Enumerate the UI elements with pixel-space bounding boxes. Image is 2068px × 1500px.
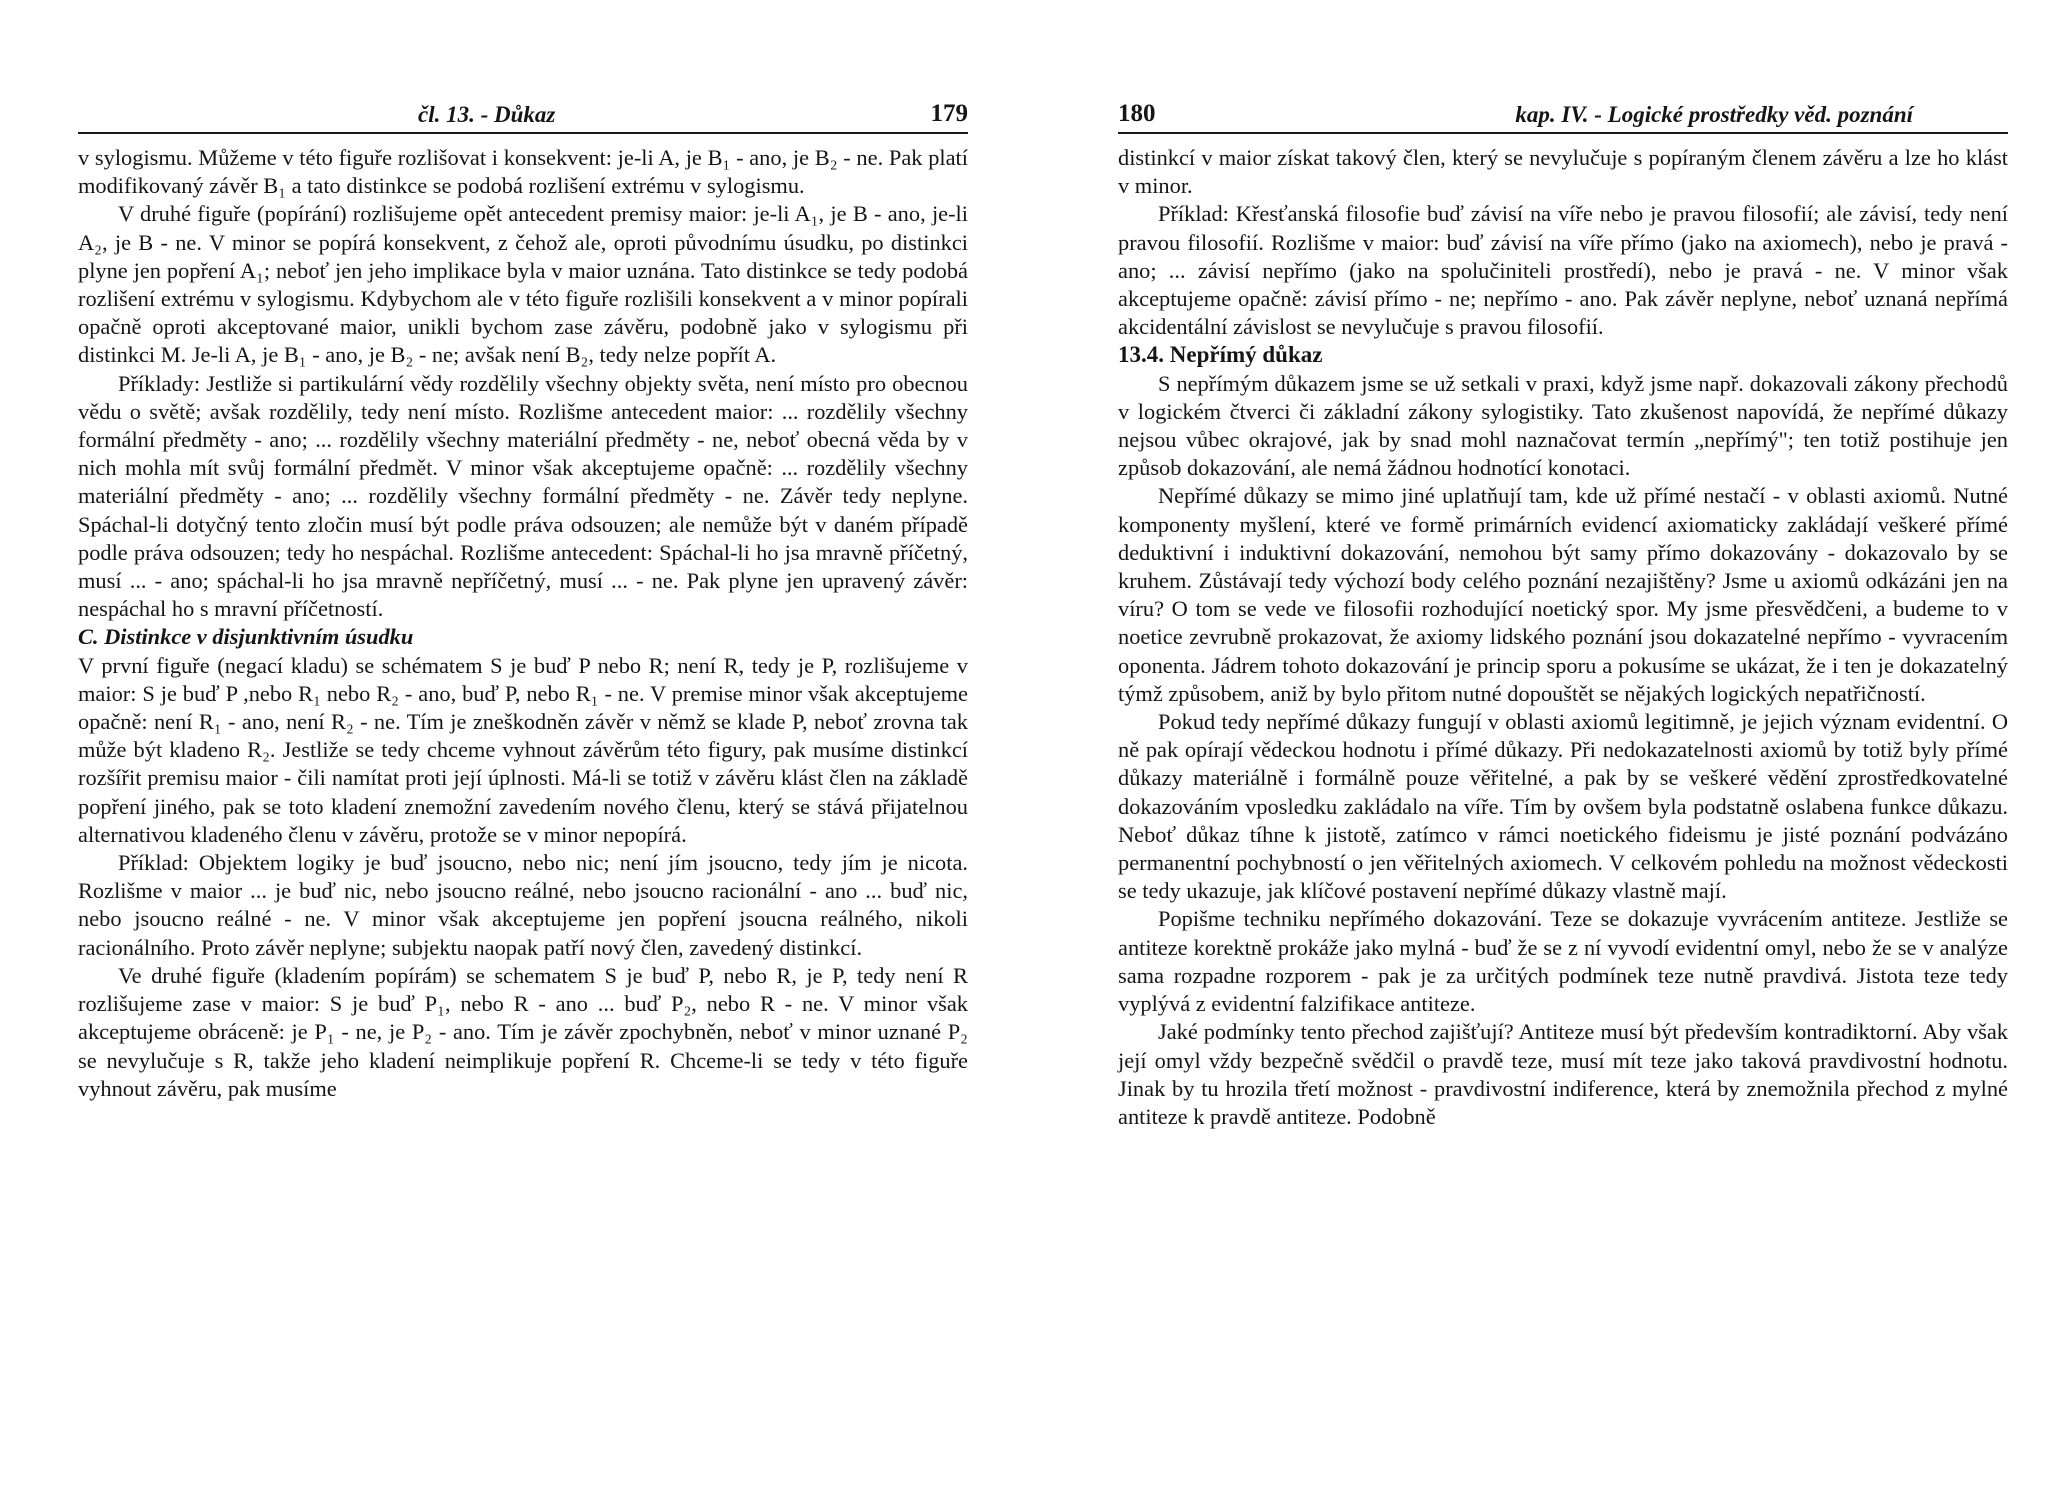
right-page-body [1118, 144, 2008, 1131]
section-heading: 13.4. Nepřímý důkaz [1118, 342, 1323, 368]
left-page [78, 88, 968, 1103]
paragraph: Popišme techniku nepřímého dokazování. Teze se dokazuje vyvrácením antiteze. Jestliže se antiteze korektně prokáže jako mylná - buď že se z ní vyvodí evidentní omyl, nebo že se v analýze sama rozpadne rozporem - pak je za určitých podmínek teze nutně pravdivá. Jistota teze tedy vyplývá z evidentní falzifikace antiteze. [1118, 906, 2008, 1017]
right-page [1118, 88, 2008, 1131]
left-page-number: 179 [930, 100, 968, 127]
paragraph: Příklady: Jestliže si partikulární vědy rozdělily všechny objekty světa, není místo pro obecnou vědu o světě; avšak rozdělily, tedy není místo. Rozlišme antecedent maior: ... rozdělily všechny formální předměty - ano; ... rozdělily všechny materiální předměty - ne, neboť obecná věda by v nich mohla mít svůj formální předmět. V minor však akceptujeme opačně: ... rozdělily všechny materiální předměty - ano; ... rozdělily všechny formální předměty - ne. Závěr tedy neplyne. Spáchal-li dotyčný tento zločin musí být podle práva odsouzen; ale nemůže být v daném případě podle práva odsouzen; tedy ho nespáchal. Rozlišme antecedent: Spáchal-li ho jsa mravně příčetný, musí ... - ano; spáchal-li ho jsa mravně nepříčetný, musí ... - ne. Pak plyne jen upravený závěr: nespáchal ho s mravní příčetností. [78, 370, 968, 622]
paragraph: Příklad: Křesťanská filosofie buď závisí na víře nebo je pravou filosofií; ale závisí, tedy není pravou filosofií. Rozlišme v maior: buď závisí na víře přímo (jako na axiomech), nebo je pravá - ano; ... závisí nepřímo (jako na spolučiniteli prostředí), nebo je pravá - ne. V minor však akceptujeme opačně: závisí přímo - ne; nepřímo - ano. Pak závěr neplyne, neboť uznaná nepřímá akcidentální závislost se nevylučuje s pravou filosofií. [1118, 201, 2008, 340]
paragraph: Pokud tedy nepřímé důkazy fungují v oblasti axiomů legitimně, je jejich význam evidentní. O ně pak opírají vědeckou hodnotu i přímé důkazy. Při nedokazatelnosti axiomů by totiž byly přímé důkazy materiálně i formálně pouze věřitelné, a pak by se veškeré vědění zprostředkovatelné dokazováním vposledku zakládalo na víře. Tím by ovšem byla podstatně oslabena funkce důkazu. Neboť důkaz tíhne k jistotě, zatímco v rámci noetického fideismu je jisté poznání podvázáno permanentní pochybností o jen věřitelných axiomech. V celkovém pohledu na možnost vědeckosti se tedy ukazuje, jak klíčové postavení nepřímé důkazy vlastně mají. [1118, 709, 2008, 904]
right-page-number: 180 [1118, 100, 1156, 127]
left-header-title: čl. 13. - Důkaz [418, 102, 556, 127]
right-header-title: kap. IV. - Logické prostředky věd. poznání [1515, 102, 1913, 127]
left-page-body [78, 144, 968, 1103]
paragraph: Jaké podmínky tento přechod zajišťují? Antiteze musí být především kontradiktorní. Aby však její omyl vždy bezpečně svědčil o pravdě teze, musí mít teze jako taková pravdivostní hodnotu. Jinak by tu hrozila třetí možnost - pravdivostní indiference, která by znemožnila přechod z mylné antiteze k pravdě antiteze. Podobně [1118, 1019, 2008, 1129]
left-running-head [78, 88, 968, 134]
paragraph: v sylogismu. Můžeme v této figuře rozlišovat i konsekvent: je-li A, je B₁ - ano, je B₂ - ne. Pak platí modifikovaný závěr B₁ a tato distinkce se podobá rozlišení extrému v sylogismu. [78, 145, 968, 199]
paragraph: Nepřímé důkazy se mimo jiné uplatňují tam, kde už přímé nestačí - v oblasti axiomů. Nutné komponenty myšlení, které ve formě primárních evidencí axiomaticky zakládají veškeré přímé deduktivní i induktivní dokazování, nemohou být samy přímo dokazovány - dokazovalo by se kruhem. Zůstávají tedy výchozí body celého poznání nezajištěny? Jsme u axiomů odkázáni jen na víru? O tom se vede ve filosofii rozhodující noetický spor. My jsme přesvědčeni, a budeme to v noetice zevrubně prokazovat, že axiomy lidského poznání jsou dokazatelné nepřímo - vyvracením oponenta. Jádrem tohoto dokazování je princip sporu a pokusíme se ukázat, že i ten je dokazatelný týmž způsobem, aniž by bylo přitom nutné dopouštět se nějakých logických nepatřičností. [1118, 483, 2008, 706]
right-running-head [1118, 88, 2008, 134]
paragraph: V první figuře (negací kladu) se schématem S je buď P nebo R; není R, tedy je P, rozlišujeme v maior: S je buď P ,nebo R₁ nebo R₂ - ano, buď P, nebo R₁ - ne. V premise minor však akceptujeme opačně: není R₁ - ano, není R₂ - ne. Tím je zneškodněn závěr v němž se klade P, neboť zrovna tak může být kladeno R₂. Jestliže se tedy chceme vyhnout závěrům této figury, pak musíme distinkcí rozšířit premisu maior - čili namítat proti její úplnosti. Má-li se totiž v závěru klást člen na základě popření jiného, pak se toto kladení znemožní zavedením nového členu, který se stává přijatelnou alternativou kladeného členu v závěru, protože se v minor nepopírá. [78, 652, 968, 847]
subheading: C. Distinkce v disjunktivním úsudku [78, 624, 414, 650]
paragraph: distinkcí v maior získat takový člen, který se nevylučuje s popíraným členem závěru a lze ho klást v minor. [1118, 145, 2008, 199]
paragraph: Příklad: Objektem logiky je buď jsoucno, nebo nic; není jím jsoucno, tedy jím je nicota. Rozlišme v maior ... je buď nic, nebo jsoucno reálné, nebo jsoucno racionální - ano ... buď nic, nebo jsoucno reálné - ne. V minor však akceptujeme jen popření jsoucna reálného, nikoli racionálního. Proto závěr neplyne; subjektu naopak patří nový člen, zavedený distinkcí. [78, 850, 968, 960]
paragraph: V druhé figuře (popírání) rozlišujeme opět antecedent premisy maior: je-li A₁, je B - ano, je-li A₂, je B - ne. V minor se popírá konsekvent, z čehož ale, oproti původnímu úsudku, po distinkci plyne jen popření A₁; neboť jen jeho implikace byla v maior uznána. Tato distinkce se tedy podobá rozlišení extrému v sylogismu. Kdybychom ale v této figuře rozlišili konsekvent a v minor popírali opačně oproti akceptované maior, unikli bychom zase závěru, podobně jako v sylogismu při distinkci M. Je-li A, je B₁ - ano, je B₂ - ne; avšak není B₂, tedy nelze popřít A. [78, 201, 968, 368]
paragraph: S nepřímým důkazem jsme se už setkali v praxi, když jsme např. dokazovali zákony přechodů v logickém čtverci či základní zákony sylogistiky. Tato zkušenost napovídá, že nepřímé důkazy nejsou vůbec okrajové, jak by snad mohl naznačovat termín „nepřímý"; ten totiž postihuje jen způsob dokazování, ale nemá žádnou hodnotící konotaci. [1118, 370, 2008, 481]
paragraph: Ve druhé figuře (kladením popírám) se schematem S je buď P, nebo R, je P, tedy není R rozlišujeme zase v maior: S je buď P₁, nebo R - ano ... buď P₂, nebo R - ne. V minor však akceptujeme obráceně: je P₁ - ne, je P₂ - ano. Tím je závěr zpochybněn, neboť v minor uznané P₂ se nevylučuje s R, takže jeho kladení neimplikuje popření R. Chceme-li se tedy v této figuře vyhnout závěru, pak musíme [78, 962, 968, 1101]
